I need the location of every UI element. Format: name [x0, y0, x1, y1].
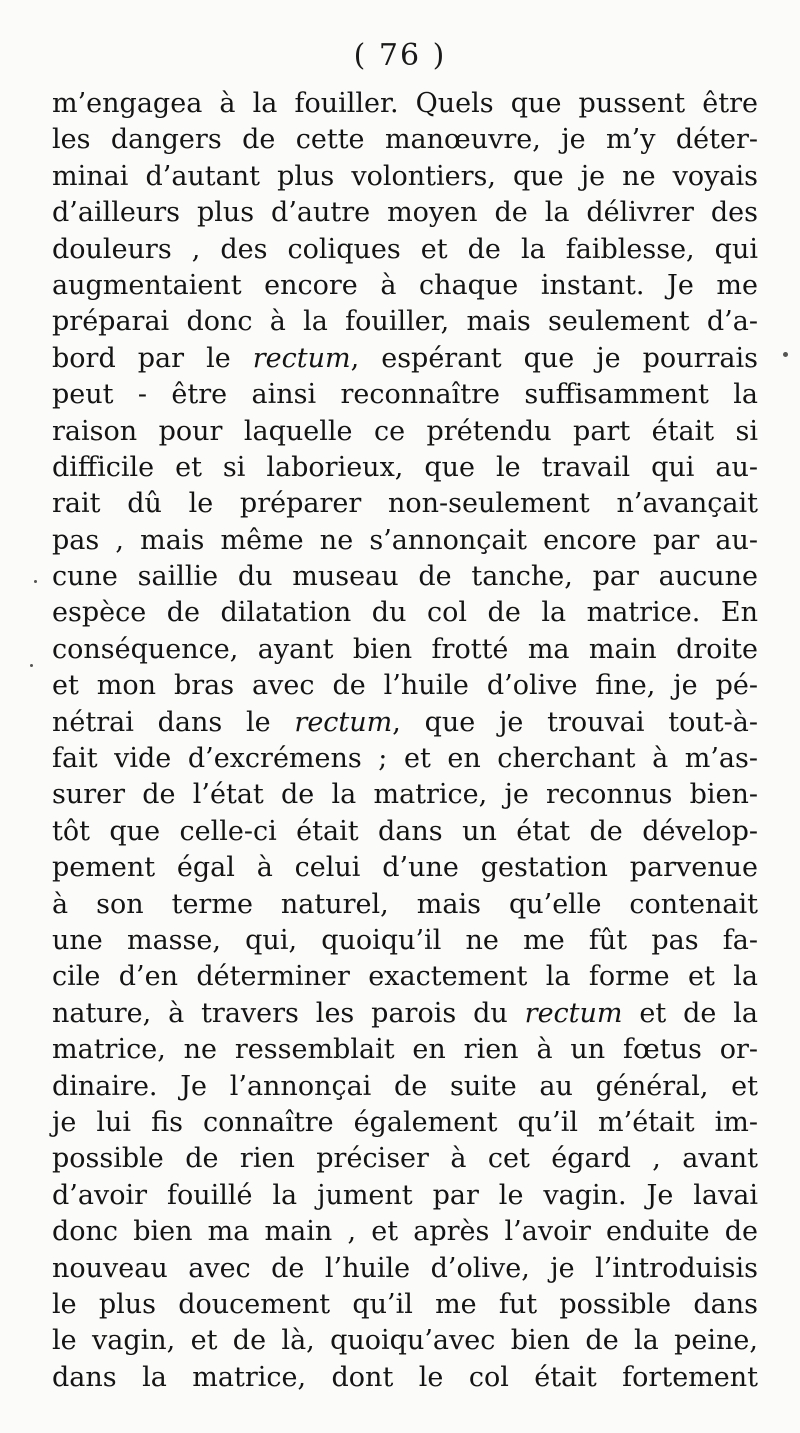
text-line	[52, 232, 758, 268]
line-text: nouveau avec de l’huile d’olive, je l’introduisis	[52, 1252, 758, 1284]
line-text: je lui fis connaître également qu’il m’était im-	[52, 1106, 758, 1138]
italic-word: rectum	[294, 706, 393, 738]
line-text: augmentaient encore à chaque instant. Je me	[52, 269, 758, 301]
line-text: conséquence, ayant bien frotté ma main droite	[52, 633, 758, 665]
line-text: douleurs , des coliques et de la faiblesse, qui	[52, 233, 758, 265]
text-line	[52, 1360, 758, 1396]
text-line	[52, 595, 758, 631]
text-line	[52, 159, 758, 195]
line-text: dinaire. Je l’annonçai de suite au général, et	[52, 1070, 758, 1102]
line-text: nature, à travers les parois du	[52, 997, 525, 1029]
line-text: pas , mais même ne s’annonçait encore par au-	[52, 524, 758, 556]
text-line	[52, 1105, 758, 1141]
text-line	[52, 559, 758, 595]
text-line	[52, 668, 758, 704]
text-line	[52, 777, 758, 813]
scan-speck	[34, 580, 37, 583]
text-line	[52, 632, 758, 668]
line-text: les dangers de cette manœuvre, je m’y déter-	[52, 124, 758, 156]
text-line	[52, 1323, 758, 1359]
line-text: possible de rien préciser à cet égard , avant	[52, 1143, 758, 1175]
line-text: d’avoir fouillé la jument par le vagin. Je lavai	[52, 1179, 758, 1211]
line-text: minai d’autant plus volontiers, que je ne voyais	[52, 160, 758, 192]
line-text: à son terme naturel, mais qu’elle contenait	[52, 888, 758, 920]
line-text: le plus doucement qu’il me fut possible dans	[52, 1288, 758, 1320]
text-line	[52, 1141, 758, 1177]
text-line	[52, 741, 758, 777]
text-line	[52, 86, 758, 122]
text-line	[52, 1251, 758, 1287]
line-text: fait vide d’excrémens ; et en cherchant à m’as-	[52, 743, 758, 775]
text-line	[52, 1032, 758, 1068]
text-line	[52, 195, 758, 231]
line-text: une masse, qui, quoiqu’il ne me fût pas fa-	[52, 924, 758, 956]
line-text: raison pour laquelle ce prétendu part était si	[52, 415, 758, 447]
line-text: dans la matrice, dont le col était fortement	[52, 1361, 758, 1393]
text-line	[52, 122, 758, 158]
text-line	[52, 814, 758, 850]
text-line	[52, 705, 758, 741]
line-text: m’engagea à la fouiller. Quels que pussent être	[52, 88, 758, 119]
italic-word: rectum	[252, 342, 351, 374]
line-text: difficile et si laborieux, que le travail qui au-	[52, 451, 758, 483]
text-line	[52, 414, 758, 450]
line-text: matrice, ne ressemblait en rien à un fœtus or-	[52, 1034, 758, 1066]
line-text: et de la	[622, 997, 759, 1029]
text-line	[52, 1287, 758, 1323]
line-text: bord par le	[52, 342, 253, 374]
text-line	[52, 1178, 758, 1214]
text-line	[52, 959, 758, 995]
line-text: surer de l’état de la matrice, je reconnus bien-	[52, 779, 758, 811]
text-line	[52, 996, 758, 1032]
line-text: , que je trouvai tout-à-	[392, 706, 758, 738]
body-text	[52, 86, 758, 1396]
text-line	[52, 850, 758, 886]
italic-word: rectum	[524, 997, 623, 1029]
page-number: ( 76 )	[353, 38, 447, 73]
text-line	[52, 923, 758, 959]
text-line	[52, 268, 758, 304]
line-text: cile d’en déterminer exactement la forme et la	[52, 961, 758, 993]
line-text: pement égal à celui d’une gestation parvenue	[52, 852, 758, 884]
line-text: donc bien ma main , et après l’avoir enduite de	[52, 1216, 758, 1248]
scan-speck	[30, 664, 33, 667]
line-text: rait dû le préparer non-seulement n’avançait	[52, 488, 758, 520]
text-line	[52, 486, 758, 522]
line-text: tôt que celle-ci était dans un état de dévelop-	[52, 815, 758, 847]
line-text: et mon bras avec de l’huile d’olive fine, je pé-	[52, 670, 758, 702]
line-text: préparai donc à la fouiller, mais seulement d’a-	[52, 306, 758, 338]
line-text: cune saillie du museau de tanche, par aucune	[52, 561, 758, 593]
text-line	[52, 341, 758, 377]
text-line	[52, 887, 758, 923]
line-text: peut - être ainsi reconnaître suffisamment la	[52, 379, 758, 411]
text-line	[52, 523, 758, 559]
line-text: le vagin, et de là, quoiqu’avec bien de la peine,	[52, 1325, 758, 1357]
scan-speck	[783, 352, 788, 357]
line-text: , espérant que je pourrais	[350, 342, 758, 374]
text-line	[52, 1069, 758, 1105]
line-text: nétrai dans le	[52, 706, 295, 738]
text-line	[52, 377, 758, 413]
text-line	[52, 450, 758, 486]
text-line	[52, 1214, 758, 1250]
text-line	[52, 304, 758, 340]
line-text: d’ailleurs plus d’autre moyen de la délivrer des	[52, 197, 758, 229]
line-text: espèce de dilatation du col de la matrice. En	[52, 597, 758, 629]
